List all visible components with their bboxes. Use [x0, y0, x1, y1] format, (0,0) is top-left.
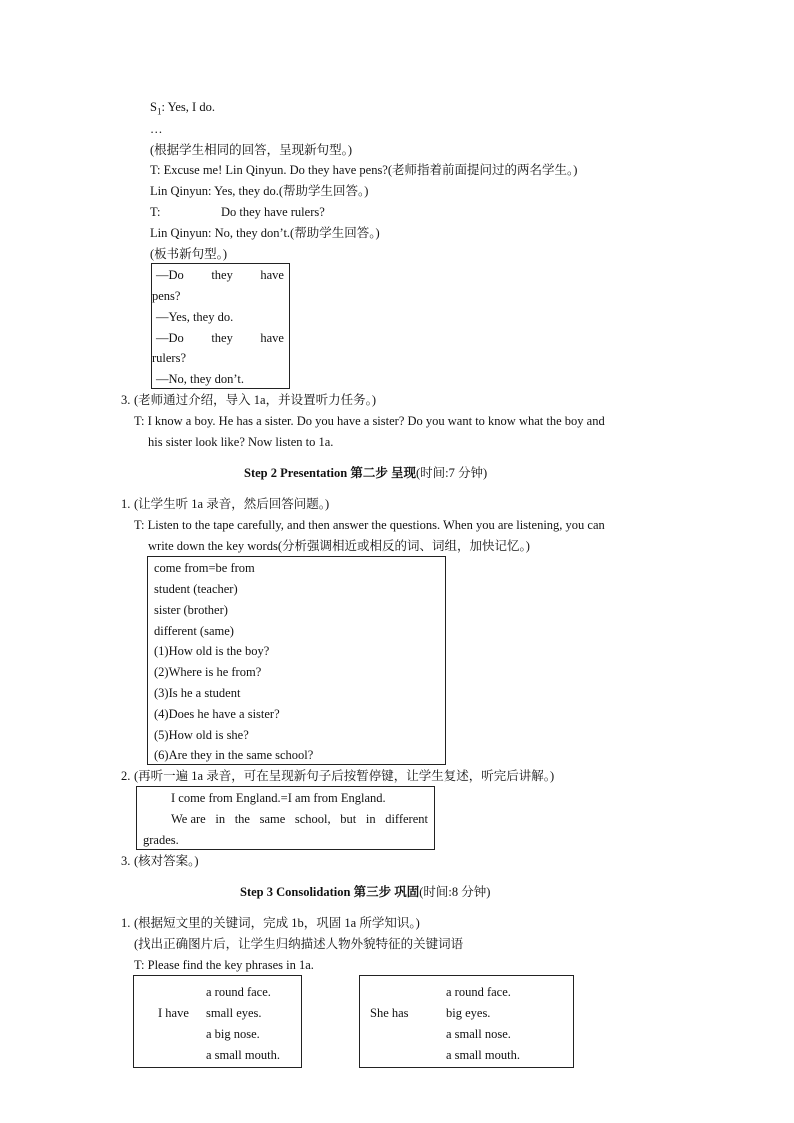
england-line-3: grades.	[143, 833, 179, 847]
i-have-item-3: a big nose.	[206, 1027, 260, 1041]
question-2: (2)Where is he from?	[154, 665, 262, 679]
she-has-item-1: a round face.	[446, 985, 511, 999]
question-5: (5)How old is she?	[154, 728, 249, 742]
s3-item1-number: 1.	[121, 916, 131, 930]
t-rulers-question: Do they have rulers?	[221, 205, 325, 219]
keyword-line-4: different (same)	[154, 624, 234, 638]
s1-line: $S_1$: Yes, I do.	[150, 100, 215, 117]
ellipsis: …	[150, 122, 163, 136]
she-has-box	[359, 975, 574, 1068]
s3-item1-t-line: T: Please find the key phrases in 1a.	[134, 958, 314, 972]
i-have-item-2: small eyes.	[206, 1006, 262, 1020]
s2-item1-t-line2: write down the key words(分析强调相近或相反的词、词组，加快记忆。)	[148, 539, 530, 553]
keywords-box	[147, 556, 446, 765]
question-4: (4)Does he have a sister?	[154, 707, 280, 721]
board-line-4: —No, they don’t.	[156, 372, 244, 386]
england-line-2: We are in the same school, but in different	[171, 812, 428, 826]
note-board: (板书新句型。)	[150, 247, 228, 261]
england-line-1: I come from England.=I am from England.	[171, 791, 386, 805]
s2-item1-number: 1.	[121, 497, 131, 511]
s2-item3-number: 3.	[121, 854, 131, 868]
step3-heading: Step 3 Consolidation 第三步 巩固(时间:8 分钟)	[240, 885, 491, 899]
question-1: (1)How old is the boy?	[154, 644, 270, 658]
she-has-subject: She has	[370, 1006, 409, 1020]
item3-note: (老师通过介绍，导入 1a，并设置听力任务。)	[134, 393, 376, 407]
keyword-line-3: sister (brother)	[154, 603, 228, 617]
s2-item2-note: (再听一遍 1a 录音，可在呈现新句子后按暂停键，让学生复述，听完后讲解。)	[134, 769, 555, 783]
board-line-1-end: pens?	[152, 289, 181, 303]
item3-t-line1: T: I know a boy. He has a sister. Do you have a sister? Do you want to know what the boy and	[134, 414, 605, 428]
note-same-answer: (根据学生相同的回答，呈现新句型。)	[150, 143, 353, 157]
question-6: (6)Are they in the same school?	[154, 748, 314, 762]
s2-item2-number: 2.	[121, 769, 131, 783]
t-excuse-line: T: Excuse me! Lin Qinyun. Do they have pens?(老师指着前面提问过的两名学生。)	[150, 163, 578, 177]
keyword-line-1: come from=be from	[154, 561, 255, 575]
lin-yes-line: Lin Qinyun: Yes, they do.(帮助学生回答。)	[150, 184, 369, 198]
she-has-item-4: a small mouth.	[446, 1048, 520, 1062]
i-have-item-1: a round face.	[206, 985, 271, 999]
lin-no-line: Lin Qinyun: No, they don’t.(帮助学生回答。)	[150, 226, 380, 240]
board-line-3: —Do they have	[156, 331, 284, 345]
s2-item1-t-line1: T: Listen to the tape carefully, and then answer the questions. When you are listening, you can	[134, 518, 605, 532]
step2-heading: Step 2 Presentation 第二步 呈现(时间:7 分钟)	[244, 466, 488, 480]
i-have-box	[133, 975, 302, 1068]
i-have-subject: I have	[158, 1006, 189, 1020]
she-has-item-2: big eyes.	[446, 1006, 491, 1020]
item3-t-line2: his sister look like? Now listen to 1a.	[148, 435, 334, 449]
keyword-line-2: student (teacher)	[154, 582, 238, 596]
board-line-3-end: rulers?	[152, 351, 187, 365]
board-line-2: —Yes, they do.	[156, 310, 234, 324]
question-3: (3)Is he a student	[154, 686, 241, 700]
board-sentence-box	[151, 263, 290, 389]
board-line-1: —Do they have	[156, 268, 284, 282]
s2-item1-note: (让学生听 1a 录音，然后回答问题。)	[134, 497, 330, 511]
i-have-item-4: a small mouth.	[206, 1048, 280, 1062]
s3-item1-note: (根据短文里的关键词，完成 1b，巩固 1a 所学知识。)	[134, 916, 420, 930]
item3-number: 3.	[121, 393, 131, 407]
she-has-item-3: a small nose.	[446, 1027, 511, 1041]
s2-item3-note: (核对答案。)	[134, 854, 199, 868]
england-box	[136, 786, 435, 850]
s3-item1-note2: (找出正确图片后，让学生归纳描述人物外貌特征的关键词语	[134, 937, 464, 951]
t-label: T:	[150, 205, 161, 219]
